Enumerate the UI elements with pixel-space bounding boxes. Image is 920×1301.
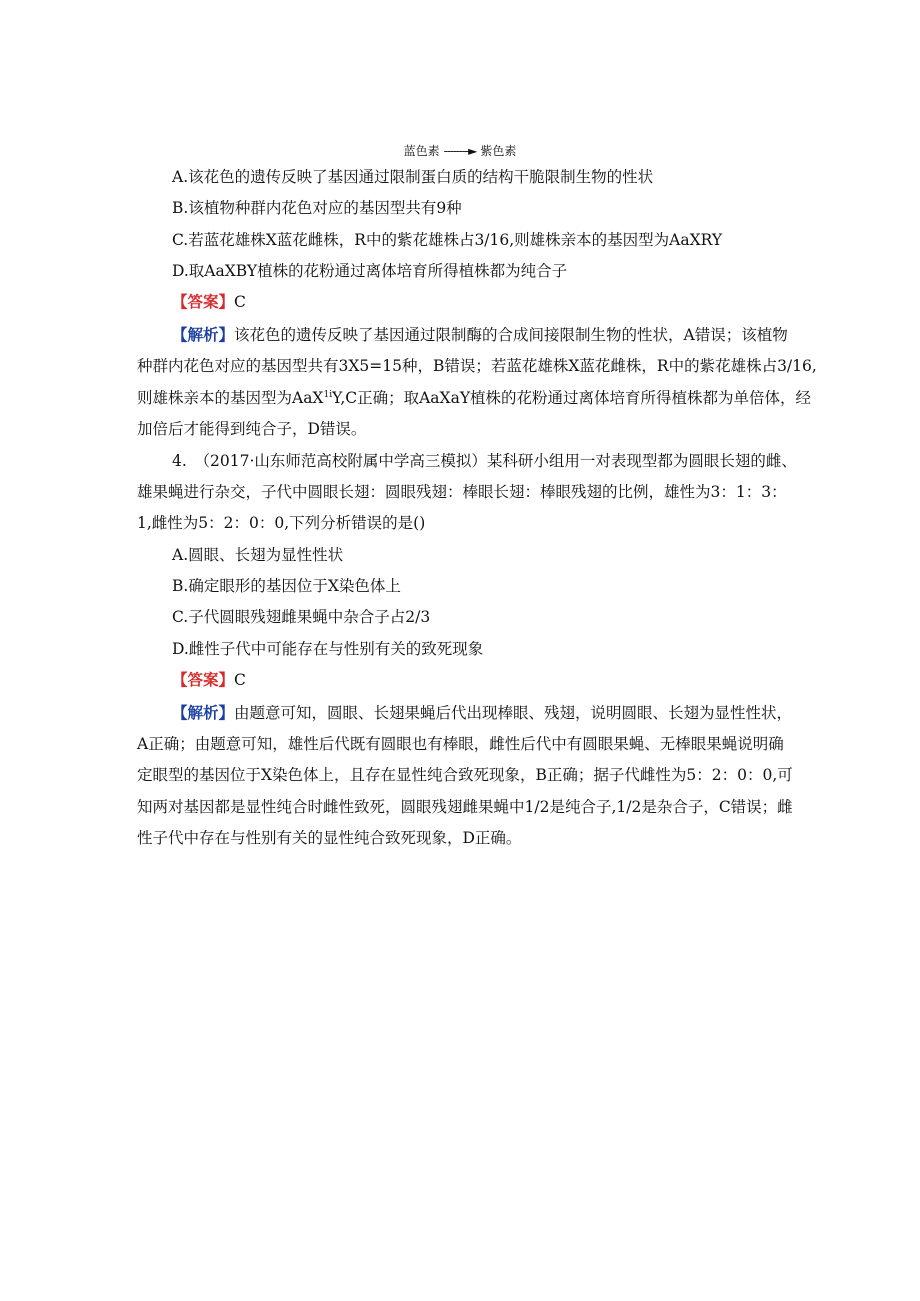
q3-option-b: B.该植物种群内花色对应的基因型共有9种 xyxy=(172,199,462,217)
pathway-to: 紫色素 xyxy=(480,144,517,158)
q3-superscript: 1i xyxy=(323,389,333,400)
q3-analysis-line-1: 【解析】该花色的遗传反映了基因通过限制酶的合成间接限制生物的性状，A错误；该植物 xyxy=(172,325,788,344)
q3-answer-label: 答案 xyxy=(187,292,219,311)
q3-answer-value: C xyxy=(234,293,246,311)
q4-analysis-line-5: 性子代中存在与性别有关的显性纯合致死现象，D正确。 xyxy=(137,829,522,847)
q4-answer-value: C xyxy=(234,671,246,689)
q4-stem-line-2: 雄果蝇进行杂交，子代中圆眼长翅：圆眼残翅：棒眼长翅：棒眼残翅的比例，雄性为3：1：3： xyxy=(137,483,787,501)
q4-analysis-label: 解析 xyxy=(187,703,219,722)
q3-answer: 【答案】C xyxy=(172,292,246,311)
q3-analysis-label: 解析 xyxy=(187,325,219,344)
q3-analysis-line-3: 则雄株亲本的基因型为AaX$^{1i}$Y,C正确；取AaXaY植株的花粉通过离体培育所得植株都为单倍体，经 xyxy=(137,389,812,407)
arrow-icon: --------► xyxy=(443,144,477,158)
q4-stem-line-1: 4. （2017·山东师范高校附属中学高三模拟）某科研小组用一对表现型都为圆眼长翅的雌、 xyxy=(172,452,797,470)
q4-option-b: B.确定眼形的基因位于X染色体上 xyxy=(172,577,401,595)
q4-analysis-line-1: 【解析】由题意可知，圆眼、长翅果蝇后代出现棒眼、残翅，说明圆眼、长翅为显性性状， xyxy=(172,703,793,722)
q3-option-c: C.若蓝花雄株X蓝花雌株，R中的紫花雄株占3/16,则雄株亲本的基因型为AaXRY xyxy=(172,231,723,249)
pathway-diagram xyxy=(0,143,920,159)
q4-option-c: C.子代圆眼残翅雌果蝇中杂合子占2/3 xyxy=(172,608,431,626)
q4-analysis-line-2: A正确；由题意可知，雄性后代既有圆眼也有棒眼，雌性后代中有圆眼果蝇、无棒眼果蝇说明确 xyxy=(137,735,784,753)
q4-answer-label: 答案 xyxy=(187,670,219,689)
q4-analysis-line-4: 知两对基因都是显性纯合时雌性致死，圆眼残翅雌果蝇中1/2是纯合子,1/2是杂合子，C错误；雌 xyxy=(137,798,793,816)
q4-analysis-line-3: 定眼型的基因位于X染色体上，且存在显性纯合致死现象，B正确；据子代雌性为5：2：0：0,可 xyxy=(137,766,793,784)
q4-option-d: D.雌性子代中可能存在与性别有关的致死现象 xyxy=(172,640,484,658)
q4-stem-line-3: 1,雌性为5：2：0：0,下列分析错误的是() xyxy=(137,514,426,532)
q3-analysis-line-2: 种群内花色对应的基因型共有3X5=15种，B错误；若蓝花雄株X蓝花雌株，R中的紫花雄株占3/16, xyxy=(137,357,817,375)
pathway-from: 蓝色素 xyxy=(403,144,440,158)
q4-option-a: A.圆眼、长翅为显性性状 xyxy=(172,546,344,564)
q3-option-a: A.该花色的遗传反映了基因通过限制蛋白质的结构干脆限制生物的性状 xyxy=(172,168,654,186)
q3-option-d: D.取AaXBY植株的花粉通过离体培育所得植株都为纯合子 xyxy=(172,262,568,280)
q4-answer: 【答案】C xyxy=(172,670,246,689)
q3-analysis-line-4: 加倍后才能得到纯合子，D错误。 xyxy=(137,420,367,438)
